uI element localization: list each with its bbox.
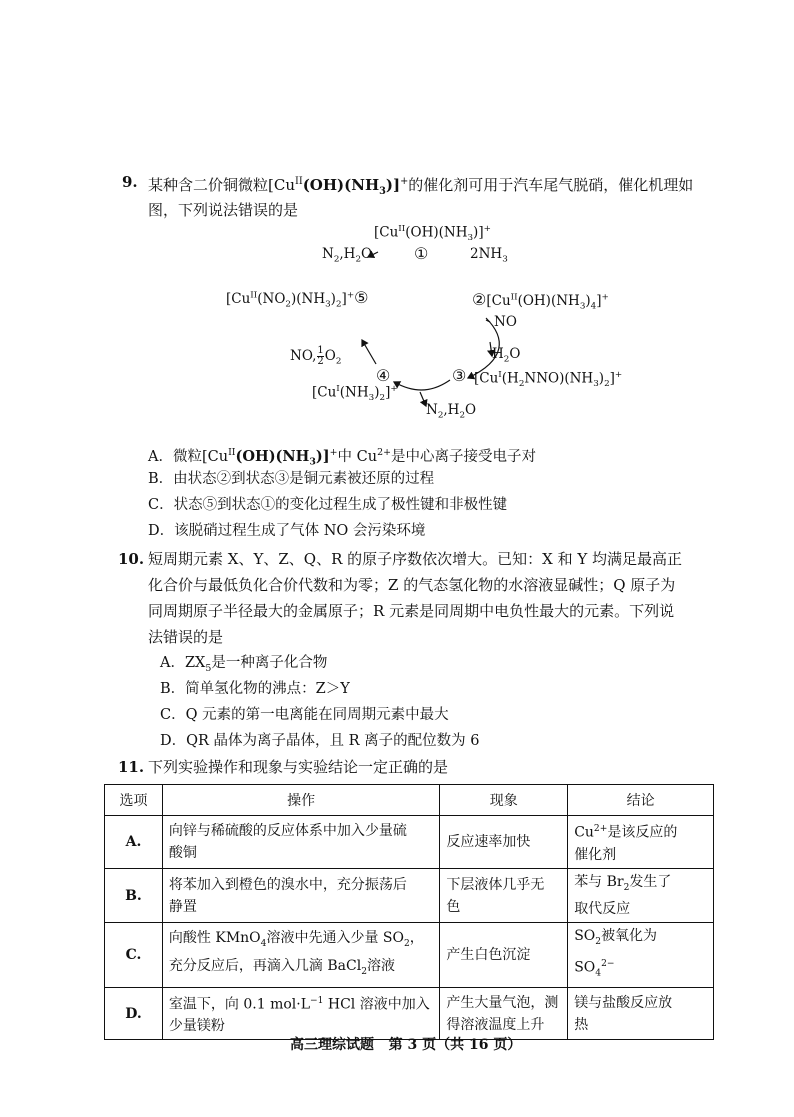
table-row[interactable] xyxy=(105,987,714,1040)
table-row[interactable] xyxy=(105,816,714,869)
header-operation: 操作 xyxy=(162,785,439,816)
row-phenomenon: 下层液体几乎无 色 xyxy=(440,868,568,923)
table-row[interactable] xyxy=(105,868,714,923)
arrow-3-to-4 xyxy=(394,380,450,390)
arrow-no-in xyxy=(486,320,490,322)
arrow-4-to-5 xyxy=(362,340,376,364)
state-label-3: ③ xyxy=(452,366,467,385)
row-option: C. xyxy=(105,923,163,987)
header-phenomenon: 现象 xyxy=(440,785,568,816)
q9-option-a[interactable]: A．微粒$[Cu^{II}(OH)(NH_3)]^+$中 $Cu^{2+}$是中心离子接受电子对 xyxy=(148,447,536,468)
species-4: $[Cu^I(NH_3)_2]^+$ xyxy=(312,384,398,404)
q10-option-b[interactable]: B．简单氢化物的沸点：Z＞Y xyxy=(160,681,350,697)
cycle-arrows xyxy=(0,0,794,440)
row-conclusion: 镁与盐酸反应放 热 xyxy=(568,987,714,1040)
row-phenomenon: 产生白色沉淀 xyxy=(440,923,568,987)
state-label-4: ④ xyxy=(376,366,391,385)
product-n2-h2o-2: $N_2,H_2O$ xyxy=(426,402,477,421)
q10-stem-line3: 同周期原子半径最大的金属原子；R 元素是同周期中电负性最大的元素。下列说 xyxy=(148,602,675,620)
q10-number: 10. xyxy=(118,550,145,568)
species-3: $[Cu^I(H_2NNO)(NH_3)_2]^+$ xyxy=(474,370,623,390)
reactant-no: NO xyxy=(494,314,517,330)
row-conclusion: $SO_2$被氧化为 $SO_4^{2-}$ xyxy=(568,923,714,987)
row-option: D. xyxy=(105,987,163,1040)
page-footer xyxy=(290,1034,521,1054)
reactant-no-o2: NO, $\frac{1}{2}$ $O_2$ xyxy=(290,345,342,367)
row-option: B. xyxy=(105,868,163,923)
row-operation: 室温下，向 0.1 $mol\cdot L^{-1}$ HCl 溶液中加入 少量镁粉 xyxy=(162,987,439,1040)
q11-stem: 下列实验操作和现象与实验结论一定正确的是 xyxy=(148,758,449,776)
row-operation: 将苯加入到橙色的溴水中，充分振荡后 静置 xyxy=(162,868,439,923)
q9-option-c[interactable]: C．状态⑤到状态①的变化过程生成了极性键和非极性键 xyxy=(148,497,508,513)
header-conclusion: 结论 xyxy=(568,785,714,816)
table-row[interactable] xyxy=(105,923,714,987)
q10-stem-line1: 短周期元素 X、Y、Z、Q、R 的原子序数依次增大。已知：X 和 Y 均满足最高正 xyxy=(148,550,683,568)
q9-number: 9. xyxy=(122,173,138,191)
product-n2-h2o-1: $N_2,H_2O$ xyxy=(322,246,373,265)
q10-option-d[interactable]: D．QR 晶体为离子晶体，且 R 离子的配位数为 6 xyxy=(160,733,480,749)
q11-table xyxy=(104,784,714,1040)
q10-option-a[interactable]: A．$ZX_5$是一种离子化合物 xyxy=(160,655,328,674)
q10-stem-line4: 法错误的是 xyxy=(148,628,224,646)
q9-option-d[interactable]: D．该脱硝过程生成了气体 NO 会污染环境 xyxy=(148,523,426,539)
row-phenomenon: 产生大量气泡，测 得溶液温度上升 xyxy=(440,987,568,1040)
row-conclusion: 苯与 $Br_2$发生了 取代反应 xyxy=(568,868,714,923)
footer-page: 第 3 页（共 16 页） xyxy=(388,1037,522,1053)
species-5: $[Cu^{II}(NO_2)(NH_3)_2]^+⑤$ xyxy=(226,288,369,310)
row-phenomenon: 反应速率加快 xyxy=(440,816,568,869)
q11-number: 11. xyxy=(118,758,145,776)
product-h2o: $H_2O$ xyxy=(492,346,521,365)
reactant-2nh3: $2NH_3$ xyxy=(470,246,508,265)
q9-option-b[interactable]: B．由状态②到状态③是铜元素被还原的过程 xyxy=(148,471,435,487)
species-top: $[Cu^{II}(OH)(NH_3)]^+$ xyxy=(374,224,491,244)
state-label-1: ① xyxy=(414,244,429,263)
row-operation: 向酸性 KMnO$_4$溶液中先通入少量 $SO_2$， 充分反应后，再滴入几滴 BaCl$_2$溶液 xyxy=(162,923,439,987)
q9-stem-line1: 某种含二价铜微粒$[Cu^{II}(OH)(NH_3)]^+$的催化剂可用于汽车尾气脱硝，催化机理如 xyxy=(148,176,694,197)
q10-stem-line2: 化合价与最低负化合价代数和为零；Z 的气态氢化物的水溶液显碱性；Q 原子为 xyxy=(148,576,676,594)
footer-title: 高三理综试题 xyxy=(290,1037,374,1053)
row-operation: 向锌与稀硫酸的反应体系中加入少量硫 酸铜 xyxy=(162,816,439,869)
q9-stem-line2: 图，下列说法错误的是 xyxy=(148,201,299,219)
row-option: A. xyxy=(105,816,163,869)
table-header-row xyxy=(105,785,714,816)
header-option: 选项 xyxy=(105,785,163,816)
row-conclusion: $Cu^{2+}$是该反应的 催化剂 xyxy=(568,816,714,869)
q10-option-c[interactable]: C．Q 元素的第一电离能在同周期元素中最大 xyxy=(160,707,449,723)
species-2: $②[Cu^{II}(OH)(NH_3)_4]^+$ xyxy=(472,290,609,312)
